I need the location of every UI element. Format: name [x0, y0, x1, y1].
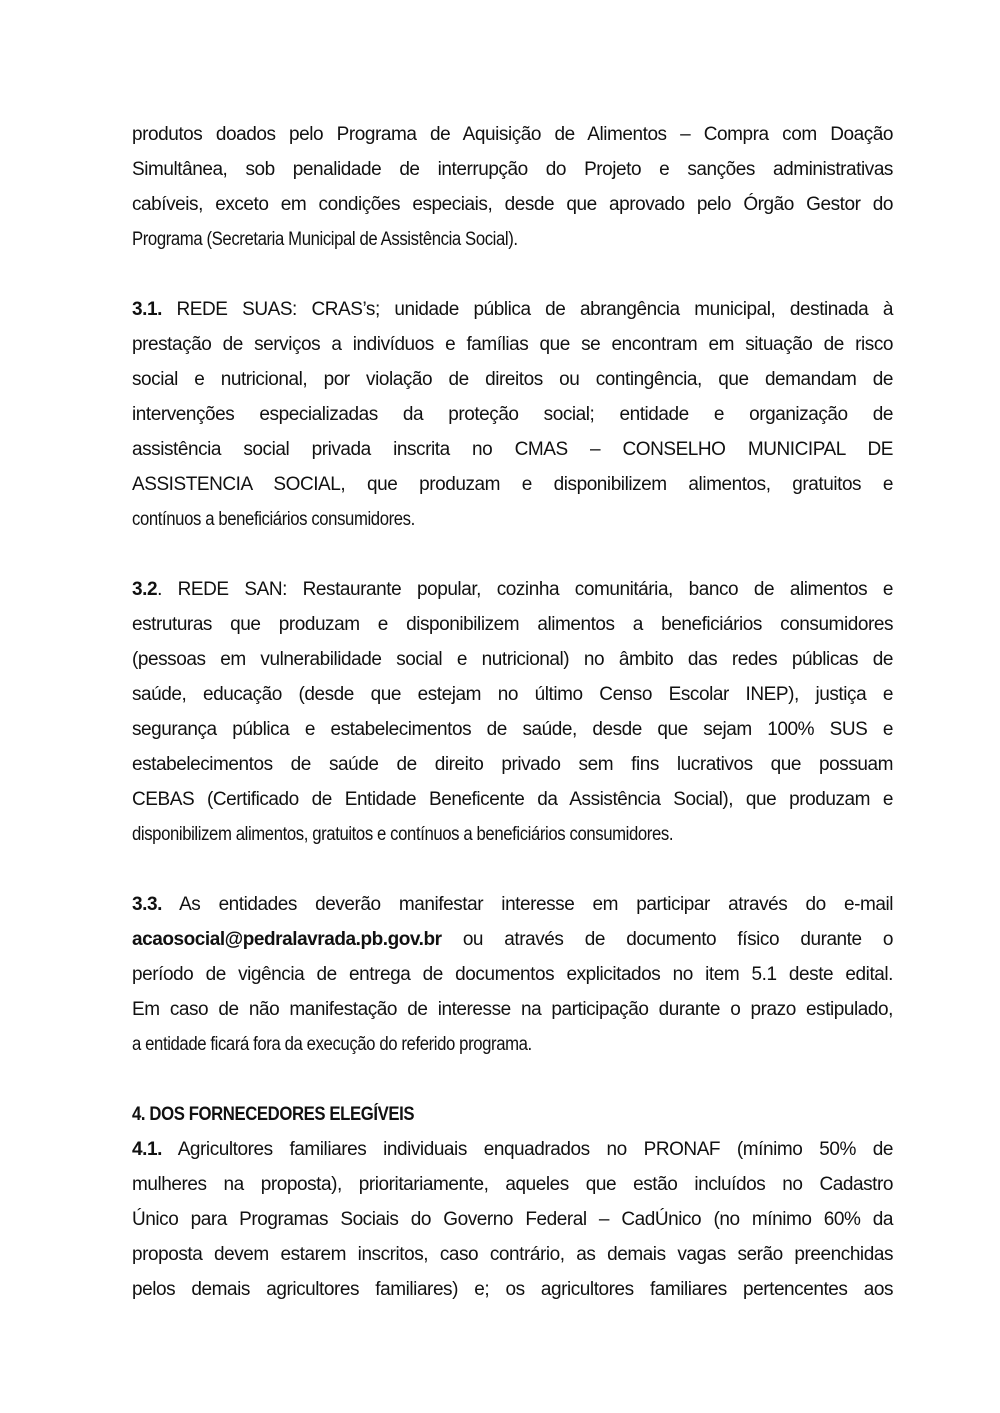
- paragraph-gap: [132, 537, 893, 572]
- paragraph-gap: [132, 1062, 893, 1097]
- item-number: 3.1.: [132, 299, 162, 320]
- item-text: . REDE SAN: Restaurante popular, cozinha comunitária, banco de alimentos e: [157, 579, 893, 600]
- text-line: estabelecimentos de saúde de direito privado sem fins lucrativos que possuam: [132, 754, 893, 775]
- item-number: 3.3.: [132, 894, 162, 915]
- text-line: período de vigência de entrega de documentos explicitados no item 5.1 deste edital.: [132, 964, 893, 985]
- item-text: As entidades deverão manifestar interesse em participar através do e-mail: [161, 894, 893, 915]
- text-line: pelos demais agricultores familiares) e; os agricultores familiares pertencentes aos: [132, 1279, 893, 1300]
- paragraph-gap: [132, 257, 893, 292]
- text-line: Em caso de não manifestação de interesse na participação durante o prazo estipulado,: [132, 999, 893, 1020]
- item-text: ou através de documento físico durante o: [441, 929, 893, 950]
- email-link[interactable]: acaosocial@pedralavrada.pb.gov.br: [132, 929, 442, 950]
- item-text: REDE SUAS: CRAS’s; unidade pública de abrangência municipal, destinada à: [161, 299, 893, 320]
- text-line: (pessoas em vulnerabilidade social e nutricional) no âmbito das redes públicas de: [132, 649, 893, 670]
- text-line: [132, 572, 893, 607]
- text-line: contínuos a beneficiários consumidores.: [132, 509, 415, 530]
- section-4: [132, 1097, 893, 1132]
- text-line: Simultânea, sob penalidade de interrupção do Projeto e sanções administrativas: [132, 159, 893, 180]
- text-line: ASSISTENCIA SOCIAL, que produzam e disponibilizem alimentos, gratuitos e: [132, 474, 893, 495]
- section-heading: 4. DOS FORNECEDORES ELEGÍVEIS: [132, 1104, 415, 1125]
- text-line: disponibilizem alimentos, gratuitos e contínuos a beneficiários consumidores.: [132, 824, 674, 845]
- text-line: Único para Programas Sociais do Governo Federal – CadÚnico (no mínimo 60% da: [132, 1209, 893, 1230]
- text-line: segurança pública e estabelecimentos de saúde, desde que sejam 100% SUS e: [132, 719, 893, 740]
- text-line: [132, 292, 893, 327]
- section-4-1: [132, 1132, 893, 1307]
- section-3-3: [132, 887, 893, 1062]
- text-line: proposta devem estarem inscritos, caso contrário, as demais vagas serão preenchidas: [132, 1244, 893, 1265]
- text-line: [132, 887, 893, 922]
- section-3-1: [132, 292, 893, 537]
- item-number: 3.2: [132, 579, 158, 600]
- section-3-2: [132, 572, 893, 852]
- paragraph-gap: [132, 852, 893, 887]
- text-line: saúde, educação (desde que estejam no último Censo Escolar INEP), justiça e: [132, 684, 893, 705]
- text-line: estruturas que produzam e disponibilizem alimentos a beneficiários consumidores: [132, 614, 893, 635]
- text-line: [132, 922, 893, 957]
- text-line: produtos doados pelo Programa de Aquisição de Alimentos – Compra com Doação: [132, 124, 893, 145]
- text-line: cabíveis, exceto em condições especiais, desde que aprovado pelo Órgão Gestor do: [132, 194, 893, 215]
- document-page: [132, 117, 893, 1307]
- item-text: Agricultores familiares individuais enquadrados no PRONAF (mínimo 50% de: [161, 1139, 893, 1160]
- text-line: a entidade ficará fora da execução do referido programa.: [132, 1034, 532, 1055]
- intro-paragraph: [132, 117, 893, 257]
- text-line: assistência social privada inscrita no CMAS – CONSELHO MUNICIPAL DE: [132, 439, 893, 460]
- text-line: intervenções especializadas da proteção social; entidade e organização de: [132, 404, 893, 425]
- text-line: mulheres na proposta), prioritariamente, aqueles que estão incluídos no Cadastro: [132, 1174, 893, 1195]
- text-line: social e nutricional, por violação de direitos ou contingência, que demandam de: [132, 369, 893, 390]
- item-number: 4.1.: [132, 1139, 162, 1160]
- text-line: prestação de serviços a indivíduos e famílias que se encontram em situação de risco: [132, 334, 893, 355]
- text-line: [132, 1132, 893, 1167]
- text-line: CEBAS (Certificado de Entidade Beneficente da Assistência Social), que produzam e: [132, 789, 893, 810]
- text-line: Programa (Secretaria Municipal de Assistência Social).: [132, 229, 518, 250]
